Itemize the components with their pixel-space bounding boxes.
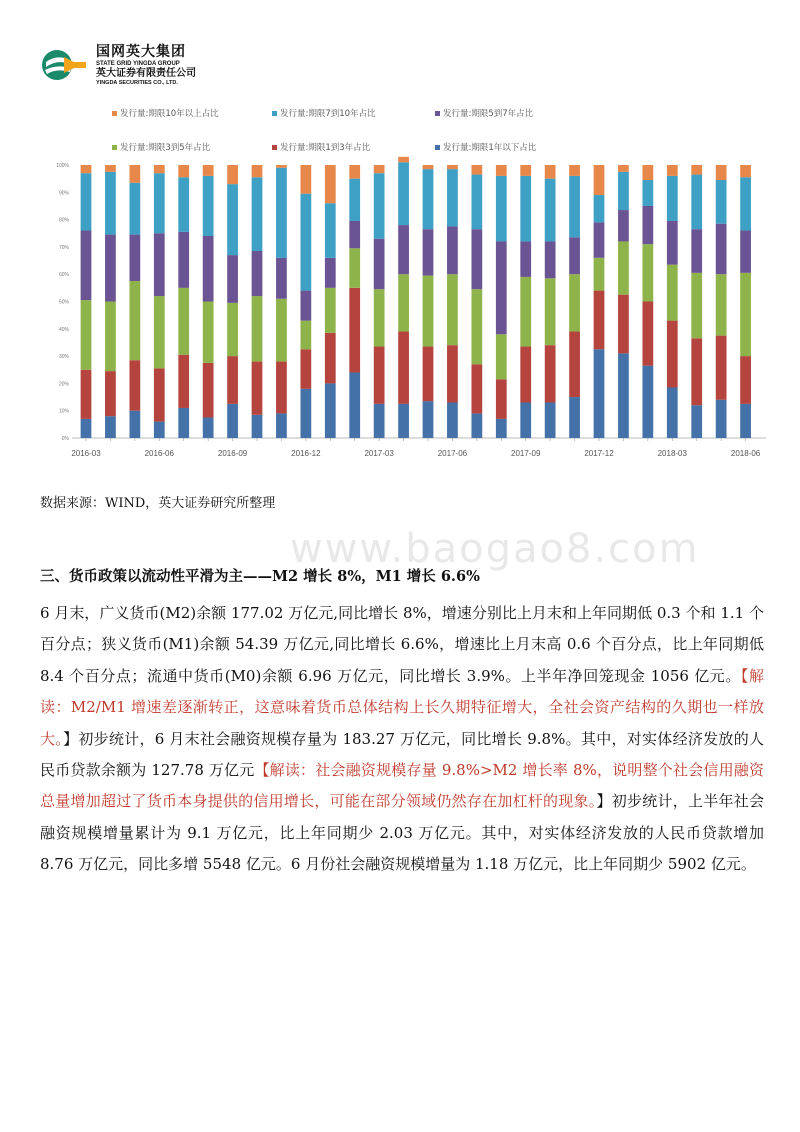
legend-label: 发行量:期限1到3年占比 <box>280 143 371 153</box>
y-tick-label: 90% <box>58 190 69 197</box>
legend-label: 发行量:期限1年以下占比 <box>443 143 537 153</box>
bar-segment <box>300 291 311 321</box>
bar-segment <box>227 303 238 356</box>
bar-segment <box>594 291 605 350</box>
bar-segment <box>667 165 678 176</box>
bar-segment <box>618 241 629 294</box>
bar-segment <box>545 345 556 402</box>
bar-segment <box>325 288 336 333</box>
chart-svg <box>50 104 770 466</box>
bar-segment <box>496 379 507 419</box>
bar-segment <box>667 321 678 388</box>
bar-segment <box>398 274 409 331</box>
bar-segment <box>520 277 531 347</box>
bar-segment <box>545 179 556 242</box>
bar-segment <box>81 165 92 173</box>
legend-swatch <box>272 145 277 150</box>
bar-segment <box>496 165 507 176</box>
bar-segment <box>740 231 751 273</box>
bar-segment <box>447 226 458 274</box>
bar-segment <box>642 244 653 301</box>
bar-segment <box>423 347 434 402</box>
section-title: 三、货币政策以流动性平滑为主——M2 增长 8%，M1 增长 6.6% <box>40 568 480 585</box>
bar-segment <box>129 281 140 360</box>
bar-segment <box>667 176 678 221</box>
bar-segment <box>423 276 434 347</box>
bar-segment <box>349 165 360 179</box>
bar-segment <box>154 422 165 438</box>
bar-segment <box>81 231 92 301</box>
x-tick-label: 2018-06 <box>730 449 761 458</box>
bar-segment <box>520 347 531 403</box>
bar-segment <box>178 288 189 355</box>
bar-segment <box>325 333 336 384</box>
y-tick-label: 70% <box>58 244 69 251</box>
bar-segment <box>447 403 458 438</box>
bar-segment <box>154 173 165 233</box>
company-name-en: STATE GRID YINGDA GROUP <box>96 61 180 67</box>
legend-swatch <box>435 145 440 150</box>
bar-segment <box>740 356 751 404</box>
bar-segment <box>178 177 189 232</box>
bar-segment <box>276 299 287 362</box>
bar-segment <box>716 336 727 400</box>
bar-segment <box>105 371 116 416</box>
bar-segment <box>81 173 92 230</box>
bar-segment <box>447 169 458 226</box>
bar-segment <box>325 165 336 203</box>
bar-segment <box>300 165 311 194</box>
bar-segment <box>545 241 556 278</box>
bar-segment <box>349 248 360 288</box>
bar-segment <box>471 175 482 230</box>
bar-segment <box>447 165 458 169</box>
bar-segment <box>667 387 678 438</box>
y-tick-label: 0% <box>61 436 69 442</box>
y-tick-label: 30% <box>58 354 69 361</box>
bar-segment <box>447 274 458 345</box>
bar-segment <box>276 362 287 414</box>
bar-segment <box>740 177 751 230</box>
x-tick-label: 2016-09 <box>217 449 248 458</box>
bar-segment <box>252 415 263 438</box>
bar-segment <box>618 172 629 210</box>
bar-segment <box>300 389 311 438</box>
bar-segment <box>496 419 507 438</box>
interpretation-1: 【解读：M2/M1 增速差逐渐转正，这意味着货币总体结构上长久期特征增大，全社会资产结构的久期也一样放大。 <box>40 666 764 748</box>
bar-segment <box>691 405 702 438</box>
bar-segment <box>349 221 360 248</box>
bar-segment <box>398 157 409 162</box>
bar-segment <box>276 258 287 299</box>
bar-segment <box>325 383 336 438</box>
bar-segment <box>203 236 214 302</box>
bar-segment <box>227 404 238 438</box>
bar-segment <box>178 408 189 438</box>
bar-segment <box>105 416 116 438</box>
bar-segment <box>520 165 531 176</box>
paragraph-text-1: 6 月末，广义货币(M2)余额 177.02 万亿元,同比增长 8%，增速分别比上月末和上年同期低 0.3 个和 1.1 个百分点；狭义货币(M1)余额 54.39 万亿元,同比增长 6.6%，增速比上月末高 0.6 个百分点，比上年同期低 8.4 个百分点；流通中货币(M0)余额 6.96 万亿元，同比增长 3.9%。上半年净回笼现金 1056 亿元。 <box>40 604 764 685</box>
x-tick-label: 2016-06 <box>144 449 174 458</box>
bar-segment <box>569 237 580 274</box>
bar-segment <box>520 241 531 276</box>
bar-segment <box>203 165 214 176</box>
bar-segment <box>203 363 214 418</box>
bar-segment <box>642 165 653 180</box>
watermark: www.baogao8.com <box>290 526 700 572</box>
legend-label: 发行量:期限10年以上占比 <box>120 109 219 119</box>
y-tick-label: 10% <box>58 408 69 415</box>
bar-segment <box>423 169 434 229</box>
bar-segment <box>716 274 727 335</box>
bar-segment <box>374 289 385 346</box>
bar-segment <box>154 368 165 421</box>
bar-segment <box>252 165 263 177</box>
bar-segment <box>178 232 189 288</box>
bar-segment <box>129 183 140 235</box>
bar-segment <box>349 288 360 373</box>
bar-segment <box>105 165 116 172</box>
legend-swatch <box>272 111 277 116</box>
x-tick-label: 2017-12 <box>584 449 614 458</box>
bar-segment <box>716 165 727 180</box>
bar-segment <box>642 302 653 366</box>
bar-segment <box>618 353 629 438</box>
bar-segment <box>374 347 385 404</box>
legend-label: 发行量:期限3到5年占比 <box>120 143 211 153</box>
bar-segment <box>716 180 727 224</box>
bar-segment <box>569 165 580 176</box>
company-header <box>40 44 260 94</box>
securities-name-en: YINGDA SECURITIES CO., LTD. <box>96 80 178 86</box>
bar-segment <box>276 413 287 438</box>
bond-maturity-stacked-chart <box>50 104 770 466</box>
bar-segment <box>618 295 629 354</box>
bar-segment <box>642 206 653 244</box>
bar-segment <box>569 332 580 398</box>
bar-segment <box>374 165 385 173</box>
bar-segment <box>81 300 92 370</box>
bar-segment <box>569 274 580 331</box>
bar-segment <box>691 273 702 339</box>
bar-segment <box>471 165 482 175</box>
bar-segment <box>642 366 653 438</box>
x-tick-label: 2017-06 <box>437 449 468 458</box>
bar-segment <box>618 210 629 241</box>
bar-segment <box>471 364 482 413</box>
bar-segment <box>81 370 92 419</box>
y-tick-label: 40% <box>58 326 69 333</box>
bar-segment <box>691 165 702 175</box>
bar-segment <box>374 173 385 239</box>
bar-segment <box>594 222 605 257</box>
bar-segment <box>423 165 434 169</box>
body-paragraph <box>40 598 764 881</box>
bar-segment <box>471 229 482 289</box>
bar-segment <box>178 165 189 177</box>
bar-segment <box>154 233 165 296</box>
bar-segment <box>471 413 482 438</box>
bar-segment <box>594 349 605 438</box>
bar-segment <box>252 362 263 415</box>
bar-segment <box>667 221 678 265</box>
legend-swatch <box>435 111 440 116</box>
bar-segment <box>520 176 531 242</box>
bar-segment <box>227 184 238 255</box>
bar-segment <box>618 165 629 172</box>
bar-segment <box>398 404 409 438</box>
legend-label: 发行量:期限5到7年占比 <box>443 109 534 119</box>
bar-segment <box>81 419 92 438</box>
bar-segment <box>349 372 360 438</box>
x-tick-label: 2016-03 <box>71 449 101 458</box>
bar-segment <box>471 289 482 364</box>
bar-segment <box>129 235 140 281</box>
bar-segment <box>594 258 605 291</box>
bar-segment <box>252 251 263 296</box>
bar-segment <box>691 229 702 273</box>
bar-segment <box>105 302 116 372</box>
bar-segment <box>203 176 214 236</box>
paragraph-text-3: 】初步统计，上半年社会融资规模增量累计为 9.1 万亿元，比上年同期少 2.03 万亿元。其中，对实体经济发放的人民币贷款增加 8.76 万亿元，同比多增 5548 亿元。6 月份社会融资规模增量为 1.18 万亿元，比上年同期少 5902 亿元。 <box>40 792 764 874</box>
bar-segment <box>740 165 751 177</box>
x-tick-label: 2017-09 <box>511 449 541 458</box>
y-tick-label: 20% <box>58 381 69 388</box>
y-tick-label: 60% <box>58 272 69 279</box>
bar-segment <box>716 400 727 438</box>
x-tick-label: 2018-03 <box>657 449 687 458</box>
bar-segment <box>276 165 287 168</box>
bar-segment <box>545 165 556 179</box>
bar-segment <box>496 241 507 334</box>
bar-segment <box>716 224 727 275</box>
bar-segment <box>569 397 580 438</box>
bar-segment <box>178 355 189 408</box>
bar-segment <box>252 296 263 362</box>
bar-segment <box>423 229 434 275</box>
bar-segment <box>423 401 434 438</box>
bar-segment <box>252 177 263 251</box>
bar-segment <box>300 349 311 389</box>
bar-segment <box>545 403 556 438</box>
bar-segment <box>496 334 507 379</box>
bar-segment <box>447 345 458 402</box>
data-source-note: 数据来源：WIND，英大证券研究所整理 <box>40 496 276 511</box>
bar-segment <box>325 258 336 288</box>
bar-segment <box>227 356 238 404</box>
bar-segment <box>520 403 531 438</box>
bar-segment <box>691 338 702 405</box>
bar-segment <box>349 179 360 221</box>
bar-segment <box>740 404 751 438</box>
x-tick-label: 2016-12 <box>291 449 321 458</box>
bar-segment <box>227 255 238 303</box>
bar-segment <box>374 239 385 290</box>
bar-segment <box>129 411 140 438</box>
bar-segment <box>105 235 116 302</box>
x-tick-label: 2017-03 <box>364 449 394 458</box>
legend-label: 发行量:期限7到10年占比 <box>280 109 376 119</box>
bar-segment <box>691 175 702 230</box>
bar-segment <box>154 165 165 173</box>
bar-segment <box>545 278 556 345</box>
bar-segment <box>300 321 311 350</box>
paragraph-text-2: 】初步统计，6 月末社会融资规模存量为 183.27 万亿元，同比增长 9.8%。其中，对实体经济发放的人民币贷款余额为 127.78 万亿元 <box>40 729 764 780</box>
bar-segment <box>276 168 287 258</box>
securities-name-cn: 英大证券有限责任公司 <box>96 68 196 79</box>
bar-segment <box>398 162 409 225</box>
bar-segment <box>496 176 507 242</box>
legend-swatch <box>112 145 117 150</box>
bar-segment <box>642 180 653 206</box>
bar-segment <box>154 296 165 368</box>
y-tick-label: 50% <box>58 299 69 306</box>
bar-segment <box>203 418 214 438</box>
bar-segment <box>300 194 311 291</box>
y-tick-label: 100% <box>56 163 69 169</box>
bar-segment <box>129 360 140 411</box>
bar-segment <box>203 302 214 363</box>
bar-segment <box>569 176 580 237</box>
bar-segment <box>227 165 238 184</box>
state-grid-globe-logo-icon <box>40 48 88 82</box>
company-name-cn: 国网英大集团 <box>96 44 186 60</box>
interpretation-2: 【解读：社会融资规模存量 9.8%>M2 增长率 8%，说明整个社会信用融资总量增加超过了货币本身提供的信用增长，可能在部分领域仍然存在加杠杆的现象。 <box>40 761 764 811</box>
bar-segment <box>740 273 751 356</box>
legend-swatch <box>112 111 117 116</box>
bar-segment <box>398 225 409 274</box>
bar-segment <box>667 265 678 321</box>
bar-segment <box>105 172 116 235</box>
bar-segment <box>129 165 140 183</box>
y-tick-label: 80% <box>58 217 69 224</box>
bar-segment <box>325 203 336 258</box>
bar-segment <box>398 332 409 404</box>
bar-segment <box>374 404 385 438</box>
bar-segment <box>594 195 605 222</box>
bar-segment <box>594 165 605 195</box>
